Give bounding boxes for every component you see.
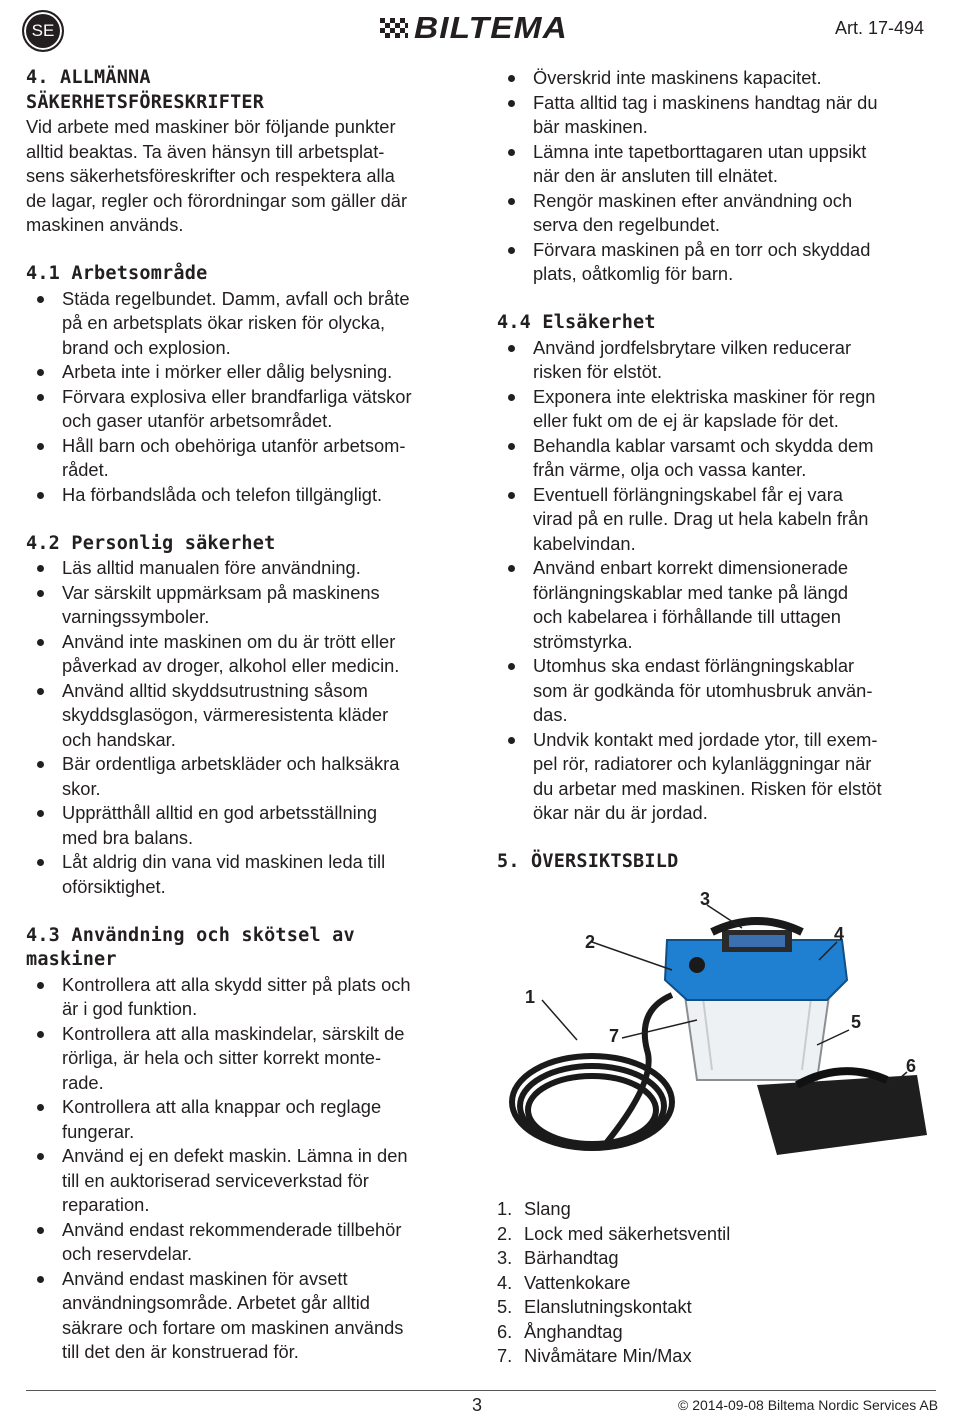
list-item: Håll barn och obehöriga utanför arbetsom- rådet.: [26, 434, 476, 483]
page-number: 3: [472, 1395, 483, 1415]
list-item: Kontrollera att alla skydd sitter på plats och är i god funktion.: [26, 973, 476, 1022]
parts-list-item: 2. Lock med säkerhetsventil: [497, 1222, 731, 1244]
section-4-3-title: [26, 924, 476, 973]
page-header: [0, 0, 960, 60]
section-4-4-list: [497, 336, 942, 826]
callout-6: 6: [906, 1056, 917, 1076]
callout-1: 1: [525, 987, 536, 1007]
intro-line: sens säkerhetsföreskrifter och respektera alla: [26, 165, 395, 186]
product-overview-image: [497, 880, 942, 1180]
copyright-notice: © 2014-09-08 Biltema Nordic Services AB: [678, 1397, 939, 1413]
parts-list-item: 6. Ånghandtag: [497, 1320, 623, 1342]
brand-name: BILTEMA: [414, 10, 568, 45]
callout-2: 2: [585, 932, 596, 952]
callout-5: 5: [851, 1012, 862, 1032]
list-item: Använd endast rekommenderade tillbehör och reservdelar.: [26, 1218, 476, 1267]
callout-3: 3: [700, 889, 711, 909]
section-4-3-title-line: maskiner: [26, 949, 117, 970]
callout-7: 7: [609, 1026, 620, 1046]
intro-line: de lagar, regler och förordningar som gäller där: [26, 189, 408, 211]
section-4-2-title: 4.2 Personlig säkerhet: [26, 532, 276, 554]
list-item: Eventuell förlängningskabel får ej vara virad på en rulle. Drag ut hela kabeln från kabelvindan.: [497, 483, 942, 557]
list-item: Utomhus ska endast förlängningskablar som är godkända för utomhusbruk använ- das.: [497, 654, 942, 728]
list-item: Överskrid inte maskinens kapacitet.: [497, 66, 942, 91]
parts-list-item: 3. Bärhandtag: [497, 1247, 619, 1268]
list-item: Förvara maskinen på en torr och skyddad plats, oåtkomlig för barn.: [497, 238, 942, 287]
parts-list-item: 7. Nivåmätare Min/Max: [497, 1345, 692, 1366]
list-item: Bär ordentliga arbetskläder och halksäkra skor.: [26, 752, 476, 801]
list-item: Låt aldrig din vana vid maskinen leda till oförsiktighet.: [26, 850, 476, 899]
section-4-title-line: 4. ALLMÄNNA: [26, 67, 151, 88]
list-item: Kontrollera att alla maskindelar, särskilt de rörliga, är hela och sitter korrekt monte- rade.: [26, 1022, 476, 1096]
list-item: Undvik kontakt med jordade ytor, till exem- pel rör, radiatorer och kylanläggningar när du arbetar med maskinen. Risken för elstöt ökar när du är jordad.: [497, 728, 942, 826]
section-5-title: 5. ÖVERSIKTSBILD: [497, 851, 679, 872]
section-4-intro: [26, 115, 476, 238]
list-item: Använd alltid skyddsutrustning såsom skyddsglasögon, värmeresistenta kläder och handskar.: [26, 679, 476, 753]
list-item: Använd ej en defekt maskin. Lämna in den till en auktoriserad serviceverkstad för reparation.: [26, 1144, 476, 1218]
section-4-title: [26, 66, 476, 115]
intro-line: Vid arbete med maskiner bör följande punkter: [26, 116, 396, 137]
section-4-3-continued-list: [497, 66, 942, 287]
right-column: [497, 66, 942, 875]
language-badge: SE: [22, 10, 64, 52]
list-item: Förvara explosiva eller brandfarliga vätskor och gaser utanför arbetsområdet.: [26, 385, 476, 434]
callout-4: 4: [834, 924, 845, 944]
list-item: Rengör maskinen efter användning och serva den regelbundet.: [497, 189, 942, 238]
parts-list-item: 1. Slang: [497, 1198, 571, 1219]
list-item: Arbeta inte i mörker eller dålig belysning.: [26, 360, 476, 385]
list-item: Upprätthåll alltid en god arbetsställning med bra balans.: [26, 801, 476, 850]
list-item: Behandla kablar varsamt och skydda dem från värme, olja och vassa kanter.: [497, 434, 942, 483]
section-4-2-list: [26, 556, 476, 899]
parts-list-item: 4. Vattenkokare: [497, 1271, 631, 1293]
parts-list-item: 5. Elanslutningskontakt: [497, 1296, 692, 1317]
article-number: Art. 17-494: [834, 18, 924, 38]
list-item: Använd inte maskinen om du är trött eller påverkad av droger, alkohol eller medicin.: [26, 630, 476, 679]
intro-line: maskinen används.: [26, 214, 184, 235]
list-item: Lämna inte tapetborttagaren utan uppsikt när den är ansluten till elnätet.: [497, 140, 942, 189]
section-4-3-list: [26, 973, 476, 1365]
steam-plate-icon: [757, 1071, 927, 1155]
list-item: Använd jordfelsbrytare vilken reducerar risken för elstöt.: [497, 336, 942, 385]
left-column: [26, 66, 476, 1365]
list-item: Fatta alltid tag i maskinens handtag när du bär maskinen.: [497, 91, 942, 140]
section-4-1-title: 4.1 Arbetsområde: [26, 263, 208, 284]
list-item: Använd endast maskinen för avsett användningsområde. Arbetet går alltid säkrare och fortare om maskinen används till det den är konstruerad för.: [26, 1267, 476, 1365]
list-item: Kontrollera att alla knappar och reglage fungerar.: [26, 1095, 476, 1144]
list-item: Städa regelbundet. Damm, avfall och bråte på en arbetsplats ökar risken för olycka, brand och explosion.: [26, 287, 476, 361]
list-item: Exponera inte elektriska maskiner för regn eller fukt om de ej är kapslade för det.: [497, 385, 942, 434]
lid-icon: [665, 930, 847, 1000]
section-4-title-line: SÄKERHETSFÖRESKRIFTER: [26, 91, 265, 113]
footer-divider: [26, 1390, 936, 1391]
list-item: Ha förbandslåda och telefon tillgängligt.: [26, 483, 476, 508]
section-4-1-list: [26, 287, 476, 508]
section-4-3-title-line: 4.3 Användning och skötsel av: [26, 924, 355, 946]
list-item: Använd enbart korrekt dimensionerade förlängningskablar med tanke på längd och kabelarea i förhållande till uttagen strömstyrka.: [497, 556, 942, 654]
list-item: Läs alltid manualen före användning.: [26, 556, 476, 581]
section-4-4-title: 4.4 Elsäkerhet: [497, 312, 656, 333]
parts-list: [497, 1197, 942, 1369]
intro-line: alltid beaktas. Ta även hänsyn till arbetsplat-: [26, 140, 385, 162]
hose-icon: [512, 995, 672, 1148]
list-item: Var särskilt uppmärksam på maskinens varningssymboler.: [26, 581, 476, 630]
